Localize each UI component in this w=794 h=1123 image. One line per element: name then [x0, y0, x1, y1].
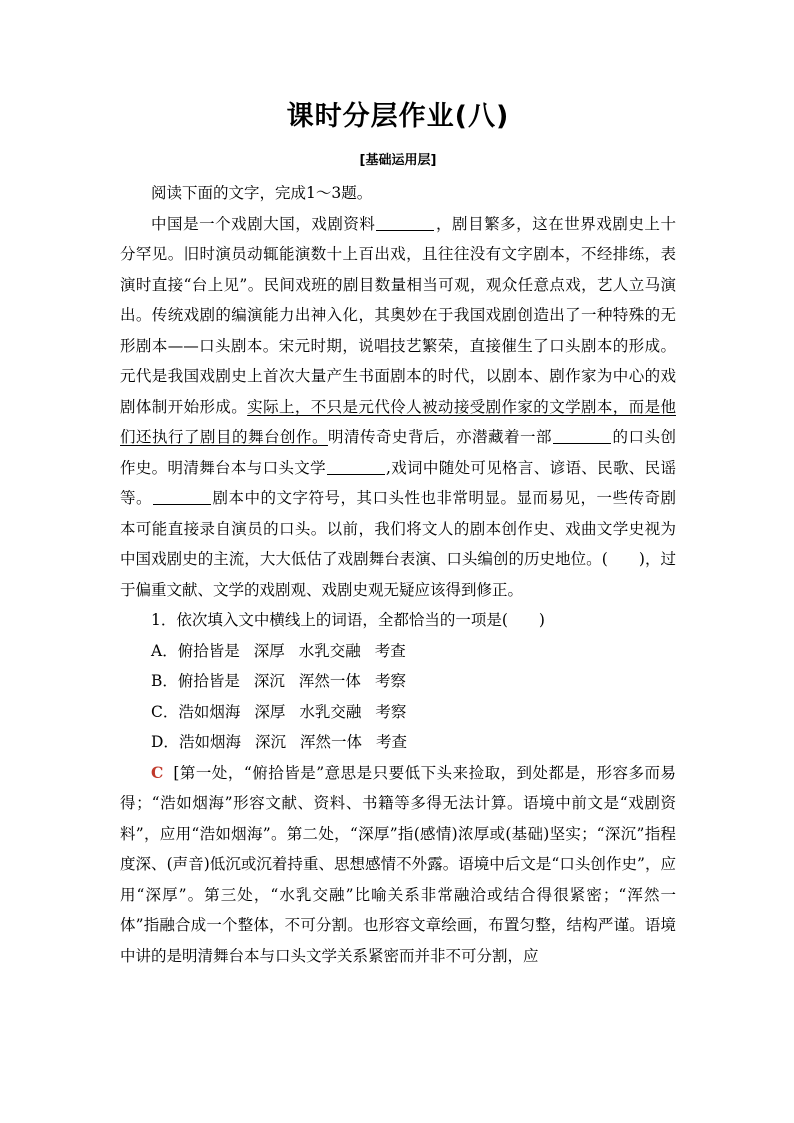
reading-passage	[120, 209, 676, 606]
passage-segment: ,戏词中随处可见格言、谚语、民歌、民谣等。	[120, 458, 676, 507]
option-word: 浑然一体	[299, 733, 362, 751]
option-c	[120, 697, 676, 728]
option-word: 俯拾皆是	[177, 641, 240, 660]
answer-letter: C	[151, 762, 164, 782]
fill-blank-2	[553, 427, 611, 444]
option-a	[120, 636, 676, 667]
explanation-text: [第一处，“俯拾皆是”意思是只要低下头来捡取，到处都是，形容多而易得；“浩如烟海”形容文献、资料、书籍等多得无法计算。语境中前文是“戏剧资料”，应用“浩如烟海”。第二处，“深厚”指(感情)浓厚或(基础)坚实；“深沉”指程度深、(声音)低沉或沉着持重、思想感情不外露。语境中后文是“口头创作史”，应用“深厚”。第三处，“水乳交融”比喻关系非常融洽或结合得很紧密；“浑然一体”指融合成一个整体，不可分割。也形容文章绘画，布置匀整，结构严谨。语境中讲的是明清舞台本与口头文学关系紧密而并非不可分割，应	[120, 763, 676, 965]
answer-explanation	[120, 758, 676, 972]
option-word: 深沉	[254, 733, 286, 751]
option-word: 深厚	[254, 702, 286, 721]
option-word: 浩如烟海	[178, 733, 241, 751]
fill-blank-3	[327, 458, 385, 475]
option-letter: B．	[151, 672, 178, 690]
option-letter: D．	[151, 733, 179, 751]
fill-blank-1	[376, 214, 434, 231]
option-word: 水乳交融	[299, 702, 362, 721]
option-word: 考查	[374, 641, 406, 660]
option-word: 水乳交融	[298, 641, 361, 660]
option-letter: A．	[151, 641, 178, 660]
option-word: 考查	[375, 733, 407, 751]
underlined-sentence: 实际上，不只是元代伶人被动接受剧作家的文学剧本，而是他们还执行了剧目的舞台创作。	[120, 397, 676, 446]
page-title: 课时分层作业(八)	[286, 101, 510, 132]
document-body	[120, 178, 676, 971]
option-word: 考察	[375, 702, 407, 721]
fill-blank-4	[153, 488, 211, 505]
option-letter: C．	[151, 702, 179, 721]
question-stem: 1．依次填入文中横线上的词语，全都恰当的一项是( )	[151, 611, 545, 629]
option-b	[120, 666, 676, 697]
passage-segment: 明清传奇史背后，亦潜藏着一部	[327, 428, 552, 446]
passage-segment: 的口头创作史。明清舞台本与口头文学	[120, 428, 676, 477]
instruction-text: 阅读下面的文字，完成1～3题。	[151, 184, 373, 202]
option-word: 俯拾皆是	[177, 672, 240, 690]
option-d	[120, 727, 676, 758]
passage-segment: ，剧目繁多，这在世界戏剧史上十分罕见。旧时演员动辄能演数十上百出戏，且往往没有文字剧本，不经排练，表演时直接“台上见”。民间戏班的剧目数量相当可观，观众任意点戏，艺人立马演出。传统戏剧的编演能力出神入化，其奥妙在于我国戏剧创造出了一种特殊的无形剧本——口头剧本。宋元时期，说唱技艺繁荣，直接催生了口头剧本的形成。元代是我国戏剧史上首次大量产生书面剧本的时代，以剧本、剧作家为中心的戏剧体制开始形成。	[120, 214, 676, 416]
section-heading: [基础运用层]	[359, 153, 437, 168]
option-word: 考察	[374, 672, 406, 690]
option-word: 浑然一体	[298, 672, 361, 690]
option-word: 深沉	[253, 672, 285, 690]
option-word: 浩如烟海	[178, 702, 241, 721]
passage-segment: 中国是一个戏剧大国，戏剧资料	[151, 214, 376, 233]
option-word: 深厚	[253, 641, 285, 660]
passage-segment: 剧本中的文字符号，其口头性也非常明显。显而易见，一些传奇剧本可能直接录自演员的口头。以前，我们将文人的剧本创作史、戏曲文学史视为中国戏剧史的主流，大大低估了戏剧舞台表演、口头编创的历史地位。( )，过于偏重文献、文学的戏剧观、戏剧史观无疑应该得到修正。	[120, 489, 676, 599]
